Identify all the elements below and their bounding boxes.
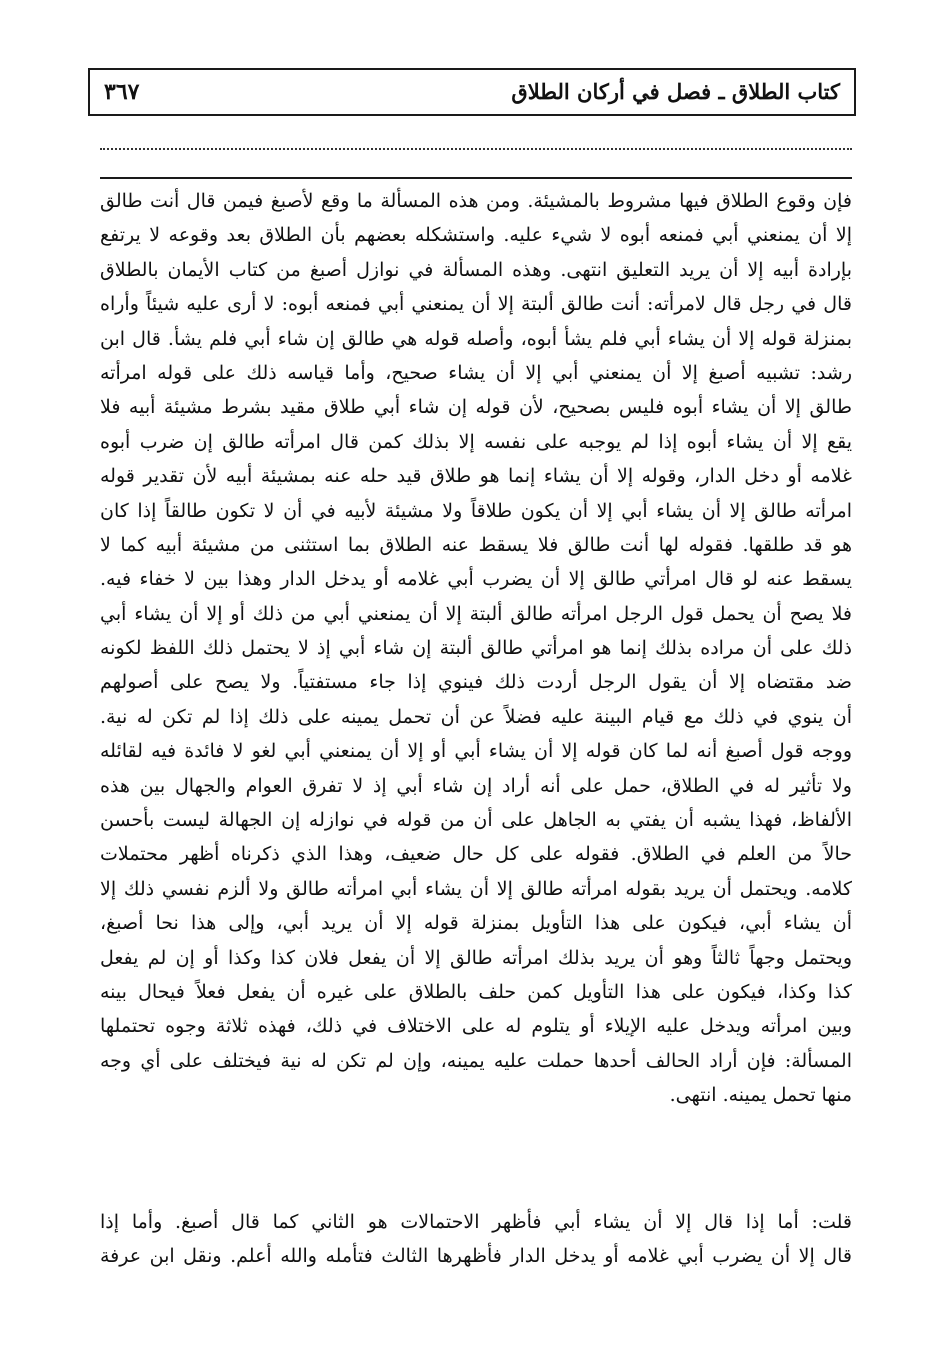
text-line: حالاً من العلم في الطلاق. فقوله على كل حال ضعيف، وهذا الذي ذكرناه أظهر محتملات <box>100 843 852 866</box>
text-line: كذا وكذا، فيكون على هذا التأويل كمن حلف بالطلاق على غيره أن يفعل فعلاً فيحال بينه <box>100 980 852 1003</box>
text-line: ذلك على أن مراده بذلك إنما هو امرأتي طالق ألبتة إن شاء أبي إذ لا يحتمل ذلك اللفظ لكونه <box>100 637 852 660</box>
second-paragraph <box>100 1205 852 1274</box>
text-line: وبين امرأته ويدخل عليه الإيلاء أو يتلوم له على الاختلاف في ذلك، فهذه ثلاثة وجوه تحتملها <box>100 1015 852 1038</box>
text-line: امرأته طالق إلا أن يشاء أبي إلا أن يكون طلاقاً ولا مشيئة لأبيه في أن لا تكون طالقاً إذا كان <box>100 499 852 522</box>
page-number: ٣٦٧ <box>104 79 140 105</box>
text-line: أن ينوي في ذلك مع قيام البينة عليه فضلاً عن أن تحمل يمينه على ذلك إذا لم تكن له نية. <box>100 705 852 728</box>
text-line: ويحتمل وجهاً ثالثاً وهو أن يريد بذلك امرأته طالق إلا أن يفعل فلان كذا وكذا أو إن لم يفعل <box>100 946 852 969</box>
text-line: قال إلا أن يضرب أبي غلامه أو يدخل الدار فأظهرها الثالث فتأمله والله أعلم. ونقل ابن عرفة <box>100 1245 852 1268</box>
text-line: المسألة: فإن أراد الحالف أحدها حملت عليه يمينه، وإن لم تكن له نية فيختلف على أي وجه <box>100 1049 852 1072</box>
text-line: ضد مقتضاه إلا أن يقول الرجل أردت ذلك فينوي إذا جاء مستفتياً. ولا يصح على أصولهم <box>100 671 852 694</box>
text-line: الألفاظ، فهذا يشبه أن يفتي به الجاهل على أن من قوله في نوازله إن الجهالة ليست بأحسن <box>100 809 852 832</box>
text-line: ولا تأثير له في الطلاق، حمل على أنه أراد إن شاء أبي إذ لا تفرق العوام والجهال بين هذه <box>100 774 852 797</box>
text-line: رشد: تشبيه أصبغ إلا أن يمنعني أبي إلا أن يشاء صحيح، وأما قياسه ذلك على قوله امرأته <box>100 361 852 384</box>
text-line: هو قد طلقها. فقوله لها أنت طالق فلا يسقط عنه الطلاق بما استثنى من مشيئة أبيه كما لا <box>100 533 852 556</box>
text-line: منها تحمل يمينه. انتهى. <box>669 1084 852 1107</box>
text-line: يسقط عنه لو قال امرأتي طالق إلا أن يضرب أبي غلامه أو يدخل الدار وهذا بين لا خفاء فيه. <box>100 568 852 591</box>
running-header <box>88 68 856 116</box>
text-line: كلامه. ويحتمل أن يريد بقوله امرأته طالق إلا أن يشاء أبي امرأته طالق ولا ألزم نفسي ذلك إلا <box>100 877 852 900</box>
text-line: بإرادة أبيه إلا أن يريد التعليق انتهى. وهذه المسألة في نوازل أصبغ من كتاب الأيمان بالطلاق <box>100 258 852 281</box>
text-line: غلامه أو دخل الدار، وقوله إلا أن يشاء إنما هو طلاق قيد حله عنه بمشيئة أبيه لأن تقدير قوله <box>100 465 852 488</box>
text-line: فلا يصح أن يحمل قول الرجل امرأته طالق ألبتة إلا أن يمنعني أبي من ذلك أو إلا أن يشاء أبي <box>100 602 852 625</box>
text-line: فإن وقوع الطلاق فيها مشروط بالمشيئة. ومن هذه المسألة ما وقع لأصبغ فيمن قال أنت طالق <box>100 190 852 212</box>
text-line: بمنزلة قوله إلا أن يشاء أبي فلم يشأ أبوه، وأصله قوله هي طالق إن شاء أبي فلم يشأ. قال ابن <box>100 327 852 350</box>
text-line: طالق إلا أن يشاء أبوه فليس بصحيح، لأن قوله إن شاء أبي طلاق مقيد بشرط مشيئة أبيه فلا <box>100 396 852 419</box>
chapter-title: كتاب الطلاق ـ فصل في أركان الطلاق <box>511 79 840 104</box>
main-text <box>100 184 852 1113</box>
text-line: يقع إلا أن يشاء أبوه إذا لم يوجبه على نفسه إلا بذلك كمن قال امرأته طالق إن ضرب أبوه <box>100 430 852 453</box>
text-line: قلت: أما إذا قال إلا أن يشاء أبي فأظهر الاحتمالات هو الثاني كما قال أصبغ. وأما إذا <box>100 1211 852 1233</box>
text-line: إلا أن يمنعني أبي فمنعه أبوه لا شيء عليه. واستشكله بعضهم بأن الطلاق بعد وقوعه لا يرتفع <box>100 224 852 247</box>
footnote-rule <box>100 177 852 179</box>
text-line: ووجه قول أصبغ أنه لما كان قوله إلا أن يشاء أبي أو إلا أن يمنعني أبي لغو لا فائدة فيه لقائله <box>100 740 852 763</box>
text-line: قال في رجل قال لامرأته: أنت طالق ألبتة إلا أن يمنعني أبي فمنعه أبوه: لا أرى عليه شيئاً وأراه <box>100 293 852 316</box>
dotted-divider <box>100 148 852 150</box>
text-line: أن يشاء أبي، فيكون على هذا التأويل بمنزلة قوله إلا أن يريد أبي، وإلى هذا نحا أصبغ، <box>100 912 852 935</box>
